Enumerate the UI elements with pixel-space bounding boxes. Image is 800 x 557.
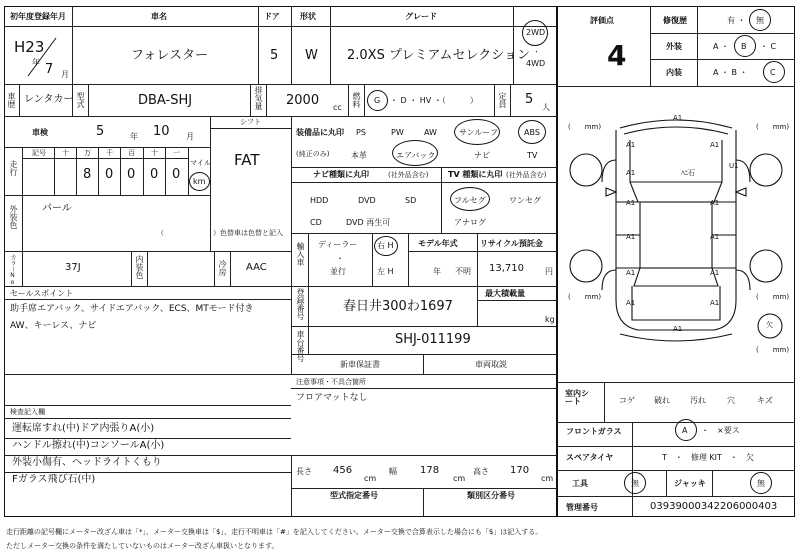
inspector-line: ハンドル擦れ(中)コンソールA(小) bbox=[12, 440, 165, 451]
score-label: 評価点 bbox=[590, 16, 614, 25]
first-reg-year: H23 bbox=[14, 38, 45, 56]
height-unit: cm bbox=[541, 474, 554, 483]
navi-hdd: HDD bbox=[310, 196, 329, 205]
disp-label: 排気量 bbox=[254, 86, 263, 110]
spare-tire-options: T ・ 修理 KIT ・ 欠 bbox=[662, 453, 754, 462]
mileage-unit-1: 万 bbox=[84, 149, 91, 157]
repair-yes: 有 ・ bbox=[727, 16, 746, 25]
color-note: （ ）色替車は色替と記入 bbox=[157, 229, 283, 237]
seat-option: コゲ bbox=[619, 396, 635, 405]
mileage-label: 走行 bbox=[9, 160, 18, 176]
seat-option: 汚れ bbox=[690, 396, 706, 405]
diagram-mark: A1 bbox=[626, 269, 636, 277]
inspection-label: 車検 bbox=[32, 128, 48, 137]
seat-option: 破れ bbox=[654, 396, 670, 405]
inspection-month-unit: 月 bbox=[186, 132, 194, 141]
equip-pw: PW bbox=[391, 128, 404, 137]
mileage-digit: 8 bbox=[83, 167, 92, 182]
mileage-digit: 0 bbox=[105, 167, 114, 182]
mileage-unit-3: 百 bbox=[128, 149, 135, 157]
footnote-line-1: 走行距離の記号欄にメーター改ざん車は「*」、メーター交換車は「$」、走行不明車は「#」を記入してください。メーター交換で合算表示した場合にも「$」は記入する。 bbox=[6, 528, 543, 536]
tire-rr-mm: ( mm) bbox=[756, 293, 790, 301]
spare-mm: ( mm) bbox=[756, 346, 790, 354]
inspection-year-unit: 年 bbox=[130, 132, 138, 141]
recycle-label: リサイクル預託金 bbox=[480, 239, 543, 248]
management-value: 03939000342206000403 bbox=[650, 501, 778, 512]
first-reg-year-unit: 年 bbox=[32, 58, 40, 67]
model-year-unit: 年 bbox=[433, 267, 441, 276]
shift-label: シフト bbox=[240, 118, 261, 126]
sales-point-label: セールスポイント bbox=[10, 289, 74, 298]
diagram-mark: A1 bbox=[626, 233, 636, 241]
exterior-c: ・ C bbox=[760, 42, 777, 51]
chassis-label: 車台番号 bbox=[296, 330, 305, 362]
first-reg-month-unit: 月 bbox=[61, 70, 69, 79]
diagram-mark: A1 bbox=[710, 199, 720, 207]
mileage-unit-5: 一 bbox=[173, 149, 180, 157]
interior-c: C bbox=[770, 68, 776, 77]
navi-cd: CD bbox=[310, 218, 322, 227]
capacity-label: 定員 bbox=[498, 92, 507, 108]
diagram-mark: A1 bbox=[673, 114, 683, 122]
spare-tire-label: スペアタイヤ bbox=[566, 453, 614, 462]
repair-history-label: 修復歴 bbox=[663, 16, 687, 25]
equipment-label: 装備品に丸印 bbox=[296, 128, 344, 137]
mileage-digit: 0 bbox=[172, 167, 181, 182]
color-no-label: カラーNo. bbox=[9, 254, 16, 293]
designation-label: 型式指定番号 bbox=[330, 491, 378, 500]
score-value: 4 bbox=[607, 39, 627, 72]
tv-fullseg: フルセグ bbox=[454, 196, 486, 205]
length-unit: cm bbox=[364, 474, 377, 483]
front-glass-rest: ・ ×要ス bbox=[701, 426, 740, 435]
navi-sub: (社外品含む) bbox=[388, 171, 429, 179]
navi-sd: SD bbox=[405, 196, 417, 205]
max-load-unit: kg bbox=[545, 315, 555, 324]
interior-seat-label: 室内シート bbox=[565, 389, 589, 406]
first-reg-month: 7 bbox=[45, 62, 54, 77]
car-name-value: フォレスター bbox=[131, 48, 208, 63]
height-value: 170 bbox=[510, 465, 530, 476]
vehicle-manual: 車両取説 bbox=[475, 360, 507, 369]
navi-title: ナビ種類に丸印 bbox=[313, 170, 369, 179]
ac-label: 冷房 bbox=[218, 260, 227, 276]
diagram-center-mark: ﾊﾆ石 bbox=[681, 169, 695, 177]
inspector-label: 検査記入欄 bbox=[10, 408, 45, 416]
front-glass-a: A bbox=[682, 426, 688, 435]
tire-rl-mm: ( mm) bbox=[568, 293, 602, 301]
diagram-mark: A1 bbox=[626, 299, 636, 307]
first-reg-header: 初年度登録年月 bbox=[10, 12, 66, 21]
equip-aw: AW bbox=[424, 128, 437, 137]
diagram-mark: A1 bbox=[626, 199, 636, 207]
model-year-value: 不明 bbox=[455, 267, 471, 276]
tools-label: 工具 bbox=[572, 479, 588, 488]
length-value: 456 bbox=[333, 465, 353, 476]
import-left: 左 H bbox=[377, 267, 394, 276]
seat-option: キズ bbox=[757, 396, 773, 405]
import-parallel: 並行 bbox=[330, 267, 346, 276]
equip-abs: ABS bbox=[524, 128, 540, 137]
category-label: 類別区分番号 bbox=[467, 491, 515, 500]
fuel-g: G bbox=[374, 96, 381, 105]
chassis-value: SHJ-011199 bbox=[395, 332, 471, 347]
footnote-line-2: ただしメーター交換の条件を満たしていないものはメーター改ざん車扱いとなります。 bbox=[6, 542, 279, 550]
equip-airbag: エアバック bbox=[396, 151, 436, 160]
drive-sep: ・ bbox=[533, 48, 540, 56]
tv-title: TV 種類に丸印 bbox=[448, 170, 503, 179]
import-label: 輸入車 bbox=[296, 242, 305, 266]
drive-2wd: 2WD bbox=[526, 28, 546, 37]
mileage-digit: 0 bbox=[150, 167, 159, 182]
notes-label: 注意事項・不具合箇所 bbox=[296, 378, 366, 386]
inspection-year: 5 bbox=[96, 124, 105, 139]
mileage-unit-0: 十 bbox=[62, 149, 69, 157]
exterior-label: 外装 bbox=[666, 42, 682, 51]
car-name-header: 車名 bbox=[151, 12, 167, 21]
door-header: ドア bbox=[264, 12, 280, 21]
use-value: レンタカー bbox=[24, 94, 74, 105]
shape-header: 形状 bbox=[300, 12, 316, 21]
color-label: 外装色 bbox=[9, 205, 18, 229]
diagram-mark: A1 bbox=[710, 233, 720, 241]
new-car-warranty: 新車保証書 bbox=[340, 360, 380, 369]
capacity-value: 5 bbox=[525, 92, 534, 107]
jack-label: ジャッキ bbox=[674, 479, 706, 488]
notes-line: フロアマットなし bbox=[296, 393, 368, 403]
diagram-mark: A1 bbox=[710, 269, 720, 277]
tire-fl-mm: ( mm) bbox=[568, 123, 602, 131]
diagram-mark: A1 bbox=[673, 325, 683, 333]
import-dealer: ディーラー bbox=[318, 240, 358, 249]
model-label: 型式 bbox=[76, 92, 85, 108]
equip-navi: ナビ bbox=[474, 151, 490, 160]
registration-value: 春日井300わ1697 bbox=[343, 299, 453, 314]
mileage-unit-4: 十 bbox=[151, 149, 158, 157]
recycle-value: 13,710 bbox=[489, 263, 524, 274]
mileage-symbol-label: 記号 bbox=[32, 149, 46, 157]
equip-sunroof: サンルーフ bbox=[459, 128, 498, 137]
equip-ps: PS bbox=[356, 128, 366, 137]
front-glass-label: フロントガラス bbox=[566, 427, 622, 436]
interior-color-label: 内装色 bbox=[135, 255, 144, 279]
color-value: パール bbox=[42, 203, 72, 214]
equip-tv: TV bbox=[527, 151, 538, 160]
height-label: 高さ bbox=[473, 467, 489, 476]
width-value: 178 bbox=[420, 465, 440, 476]
tv-sub: (社外品含む) bbox=[506, 171, 547, 179]
doors-value: 5 bbox=[270, 48, 279, 63]
grade-value: 2.0XS プレミアムセレクション bbox=[347, 48, 531, 63]
capacity-unit: 人 bbox=[542, 103, 550, 112]
diagram-mark: A1 bbox=[626, 141, 636, 149]
sales-point-line: 助手席エアバック、サイドエアバック、ECS、MTモード付き bbox=[10, 304, 254, 314]
management-label: 管理番号 bbox=[566, 503, 598, 512]
tv-oneseg: ワンセグ bbox=[509, 196, 541, 205]
inspector-line: Fガラス飛び石(中) bbox=[12, 474, 96, 485]
equip-leather: 本革 bbox=[351, 151, 367, 160]
disp-unit: cc bbox=[333, 103, 342, 112]
shift-value: FAT bbox=[234, 151, 260, 169]
mileage-digit: 0 bbox=[127, 167, 136, 182]
shape-value: W bbox=[305, 48, 318, 63]
inspector-line: 外装小傷有、ヘッドライトくもり bbox=[12, 457, 162, 468]
model-year-label: モデル年式 bbox=[418, 239, 458, 248]
spare-defect: 欠 bbox=[766, 321, 773, 329]
grade-header: グレード bbox=[405, 12, 437, 21]
max-load-label: 最大積載量 bbox=[485, 289, 525, 298]
fuel-rest: ・ D ・ HV ・（ ） bbox=[390, 96, 478, 105]
import-sep: ・ bbox=[336, 254, 344, 263]
diagram-mark: A1 bbox=[710, 141, 720, 149]
disp-value: 2000 bbox=[286, 93, 320, 108]
km-label: km bbox=[193, 177, 206, 186]
import-right: 右 H bbox=[377, 241, 394, 250]
tools-value: 無 bbox=[631, 479, 639, 488]
inspection-month: 10 bbox=[153, 124, 170, 139]
navi-dvd: DVD bbox=[358, 196, 376, 205]
model-value: DBA-SHJ bbox=[138, 93, 193, 108]
mile-label: マイル bbox=[190, 159, 211, 167]
diagram-mark: A1 bbox=[626, 169, 636, 177]
color-no-value: 37J bbox=[65, 262, 81, 273]
use-label: 車歴 bbox=[7, 92, 16, 108]
recycle-unit: 円 bbox=[545, 267, 553, 276]
inspector-line: 運転席すれ(中)ドア内張りA(小) bbox=[12, 423, 155, 434]
fuel-label: 燃料 bbox=[352, 92, 361, 108]
navi-dvd-play: DVD 再生可 bbox=[346, 218, 391, 227]
mileage-unit-2: 千 bbox=[106, 149, 113, 157]
width-unit: cm bbox=[453, 474, 466, 483]
diagram-mark: U1 bbox=[729, 162, 739, 170]
repair-no: 無 bbox=[756, 16, 764, 25]
width-label: 幅 bbox=[389, 467, 397, 476]
tv-analog: アナログ bbox=[454, 218, 486, 227]
diagram-mark: A1 bbox=[710, 299, 720, 307]
exterior-b: B bbox=[741, 42, 747, 51]
interior-ab: A ・ B ・ bbox=[713, 68, 748, 77]
tire-fr-mm: ( mm) bbox=[756, 123, 790, 131]
seat-option: 穴 bbox=[727, 396, 735, 405]
car-diagram bbox=[558, 90, 794, 380]
equipment-sub: (純正のみ) bbox=[296, 150, 330, 158]
exterior-a: A ・ bbox=[713, 42, 730, 51]
sales-point-line: AW、キーレス、ナビ bbox=[10, 321, 97, 331]
interior-label: 内装 bbox=[666, 68, 682, 77]
first-reg-slash bbox=[22, 34, 62, 80]
length-label: 長さ bbox=[296, 467, 312, 476]
drive-4wd: 4WD bbox=[526, 59, 546, 68]
jack-value: 無 bbox=[757, 479, 765, 488]
registration-label: 登録番号 bbox=[296, 288, 305, 320]
ac-value: AAC bbox=[246, 262, 267, 273]
